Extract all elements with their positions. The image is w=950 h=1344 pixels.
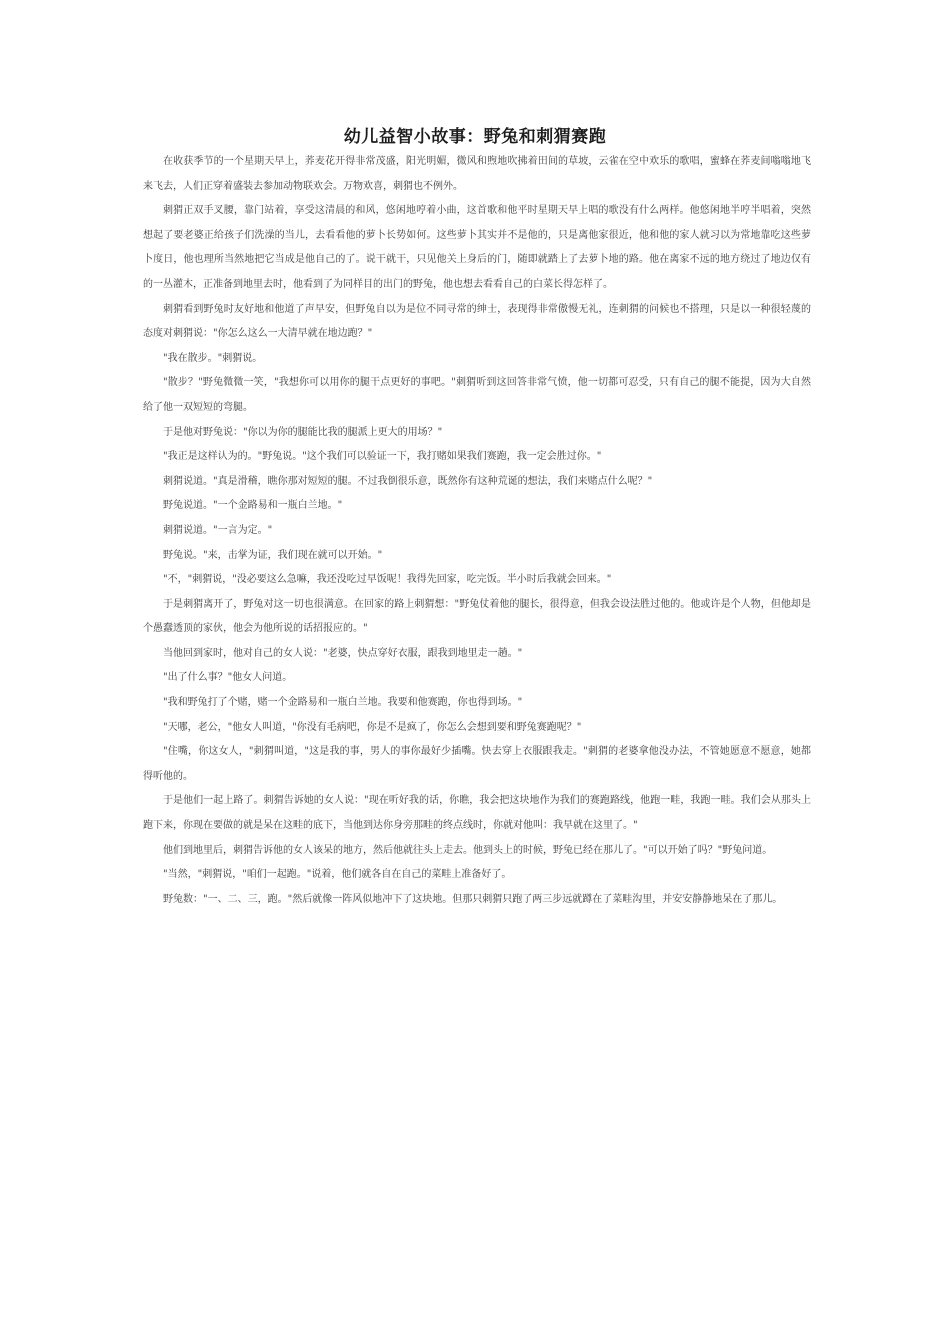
paragraph: 刺猬说道。"一言为定。" — [163, 524, 273, 536]
paragraph: "散步？"野兔微微一笑，"我想你可以用你的腿干点更好的事吧。"刺猬听到这回答非常气愤，他一切都可忍受，只有自己的腿不能提，因为大自然给了他一双短短的弯腿。 — [143, 377, 811, 413]
paragraph: 刺猬看到野兔时友好地和他道了声早安，但野兔自以为是位不同寻常的绅士，表现得非常傲慢无礼，连刺猬的问候也不搭理，只是以一种很轻蔑的态度对刺猬说："你怎么这么一大清早就在地边跑？" — [143, 303, 811, 340]
paragraph: 于是刺猬离开了，野兔对这一切也很满意。在回家的路上刺猬想："野兔仗着他的腿长，很得意，但我会设法胜过他的。他或许是个人物，但他却是个愚蠢透顶的家伙，他会为他所说的话招报应的。" — [143, 598, 811, 635]
paragraph: "我正是这样认为的。"野兔说。"这个我们可以验证一下，我打赌如果我们赛跑，我一定会胜过你。" — [163, 451, 602, 463]
paragraph: "我在散步。"刺猬说。 — [163, 352, 263, 364]
paragraph: "天哪，老公，"他女人叫道，"你没有毛病吧，你是不是疯了，你怎么会想到要和野兔赛跑呢？" — [163, 721, 582, 733]
document-body — [143, 150, 811, 912]
paragraph: 在收获季节的一个星期天早上，荞麦花开得非常茂盛，阳光明媚，微风和煦地吹拂着田间的草坡，云雀在空中欢乐的歌唱，蜜蜂在荞麦间嗡嗡地飞来飞去，人们正穿着盛装去参加动物联欢会。万物欢喜，刺猬也不例外。 — [143, 156, 811, 192]
paragraph: 野兔说。"来，击掌为证，我们现在就可以开始。" — [163, 549, 383, 561]
paragraph: "出了什么事？"他女人问道。 — [163, 672, 293, 684]
document-title: 幼儿益智小故事：野兔和刺猬赛跑 — [343, 127, 607, 147]
paragraph: 于是他们一起上路了。刺猬告诉她的女人说："现在听好我的话，你瞧，我会把这块地作为我们的赛跑路线，他跑一畦，我跑一畦。我们会从那头上跑下来，你现在要做的就是呆在这畦的底下，当他到达你身旁那畦的终点线时，你就对他叫：我早就在这里了。" — [143, 795, 811, 832]
paragraph: 他们到地里后，刺猬告诉他的女人该呆的地方，然后他就往头上走去。他到头上的时候，野兔已经在那儿了。"可以开始了吗？"野兔问道。 — [163, 844, 773, 856]
paragraph: 野兔数："一、二、三，跑。"然后就像一阵风似地冲下了这块地。但那只刺猬只跑了两三步远就蹲在了菜畦沟里，并安安静静地呆在了那儿。 — [163, 893, 783, 905]
paragraph: "住嘴，你这女人，"刺猬叫道，"这是我的事，男人的事你最好少插嘴。快去穿上衣服跟我走。"刺猬的老婆拿他没办法，不管她愿意不愿意，她都得听他的。 — [143, 746, 811, 782]
paragraph: "我和野兔打了个赌，赌一个金路易和一瓶白兰地。我要和他赛跑，你也得到场。" — [163, 697, 523, 709]
paragraph: 刺猬正双手叉腰，靠门站着，享受这清晨的和风，悠闲地哼着小曲，这首歌和他平时星期天早上唱的歌没有什么两样。他悠闲地半哼半唱着，突然想起了要老婆正给孩子们洗澡的当儿，去看看他的萝卜长势如何。这些萝卜其实并不是他的，只是离他家很近，他和他的家人就习以为常地靠吃这些萝卜度日，他也理所当然地把它当成是他自己的了。说干就干，只见他关上身后的门，随即就踏上了去萝卜地的路。他在离家不远的地方绕过了地边仅有的一丛灌木，正准备到地里去时，他看到了为同样目的出门的野兔，他也想去看看自己的白菜长得怎样了。 — [143, 205, 811, 290]
paragraph: 于是他对野兔说："你以为你的腿能比我的腿派上更大的用场？" — [163, 426, 443, 438]
paragraph: "不，"刺猬说，"没必要这么急嘛，我还没吃过早饭呢！我得先回家，吃完饭。半小时后我就会回来。" — [163, 574, 612, 586]
paragraph: 刺猬说道。"真是滑稽，瞧你那对短短的腿。不过我倒很乐意，既然你有这种荒诞的想法，我们来赌点什么呢？" — [163, 475, 653, 487]
paragraph: 野兔说道。"一个金路易和一瓶白兰地。" — [163, 500, 343, 512]
paragraph: "当然，"刺猬说，"咱们一起跑。"说着，他们就各自在自己的菜畦上准备好了。 — [163, 869, 512, 881]
paragraph: 当他回到家时，他对自己的女人说："老婆，快点穿好衣服，跟我到地里走一趟。" — [163, 647, 523, 659]
